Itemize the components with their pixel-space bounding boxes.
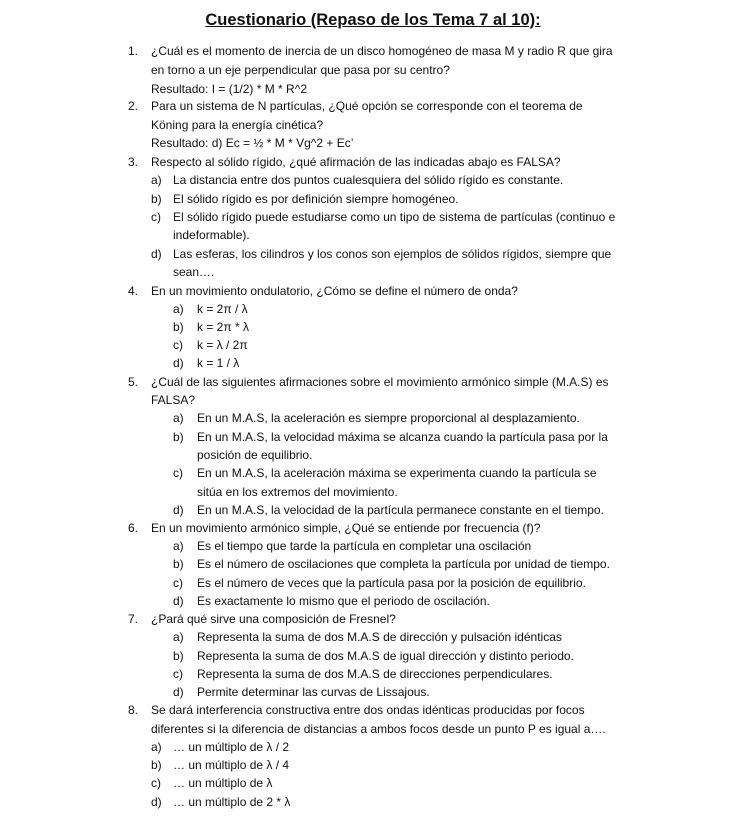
option-text: Es el número de veces que la partícula pasa por la posición de equilibrio. (197, 576, 586, 590)
option-label: a) (151, 173, 162, 187)
question-number: 7. (128, 612, 139, 626)
option-text: Representa la suma de dos M.A.S de igual dirección y distinto periodo. (197, 649, 574, 663)
option-text: En un M.A.S, la velocidad de la partícula permanece constante en el tiempo. (197, 503, 604, 517)
option-text: El sólido rígido es por definición siempre homogéneo. (173, 192, 459, 206)
option-label: b) (173, 649, 184, 663)
option-text: La distancia entre dos puntos cualesquiera del sólido rígido es constante. (173, 173, 564, 187)
option-label: d) (151, 247, 162, 261)
question-text: ¿Pará qué sirve una composición de Fresnel? (151, 612, 396, 626)
option-text: El sólido rígido puede estudiarse como un tipo de sistema de partículas (continuo e (173, 210, 616, 224)
question-text: ¿Cuál es el momento de inercia de un disco homogéneo de masa M y radio R que gira (151, 44, 613, 58)
option-label: a) (173, 539, 184, 553)
option-label: c) (173, 576, 183, 590)
option-label: d) (173, 685, 184, 699)
option-text: En un M.A.S, la aceleración máxima se experimenta cuando la partícula se (197, 466, 597, 480)
option-label: a) (173, 630, 184, 644)
question-number: 6. (128, 521, 139, 535)
option-text: Representa la suma de dos M.A.S de direcciones perpendiculares. (197, 667, 553, 681)
option-label: a) (173, 411, 184, 425)
option-text: k = 1 / λ (197, 356, 240, 370)
question-text: En un movimiento ondulatorio, ¿Cómo se define el número de onda? (151, 284, 518, 298)
option-label: c) (151, 210, 161, 224)
option-text: … un múltiplo de λ (173, 776, 273, 790)
option-label: b) (151, 192, 162, 206)
question-text: ¿Cuál de las siguientes afirmaciones sobre el movimiento armónico simple (M.A.S) es (151, 375, 609, 389)
option-text: … un múltiplo de λ / 4 (173, 758, 290, 772)
question-number: 3. (128, 155, 139, 169)
option-label: d) (151, 795, 162, 809)
question-text: En un movimiento armónico simple, ¿Qué se entiende por frecuencia (f)? (151, 521, 541, 535)
option-text: … un múltiplo de 2 * λ (173, 795, 291, 809)
answer-result: Resultado: I = (1/2) * M * R^2 (151, 82, 308, 96)
option-text: Es exactamente lo mismo que el periodo de oscilación. (197, 594, 490, 608)
option-text: … un múltiplo de λ / 2 (173, 740, 290, 754)
question-number: 2. (128, 99, 139, 113)
option-text: En un M.A.S, la velocidad máxima se alcanza cuando la partícula pasa por la (197, 430, 608, 444)
option-text: k = 2π / λ (197, 302, 248, 316)
option-text: sean…. (173, 265, 215, 279)
option-text: Es el tiempo que tarde la partícula en completar una oscilación (197, 539, 532, 553)
question-number: 8. (128, 703, 139, 717)
option-label: b) (151, 758, 162, 772)
option-label: c) (151, 776, 161, 790)
option-text: k = 2π * λ (197, 320, 249, 334)
option-text: k = λ / 2π (197, 338, 248, 352)
option-label: b) (173, 320, 184, 334)
option-label: d) (173, 594, 184, 608)
question-number: 1. (128, 44, 139, 58)
option-label: b) (173, 430, 184, 444)
question-text: Para un sistema de N partículas, ¿Qué opción se corresponde con el teorema de (151, 99, 583, 113)
option-label: d) (173, 356, 184, 370)
option-text: Las esferas, los cilindros y los conos son ejemplos de sólidos rígidos, siempre que (173, 247, 612, 261)
answer-result: Resultado: d) Ec = ½ * M * Vg^2 + Ec’ (151, 136, 354, 150)
option-label: c) (173, 667, 183, 681)
option-label: a) (173, 302, 184, 316)
question-number: 4. (128, 284, 139, 298)
option-label: c) (173, 466, 183, 480)
question-number: 5. (128, 375, 139, 389)
option-text: posición de equilibrio. (197, 448, 313, 462)
question-text: Respecto al sólido rígido, ¿qué afirmación de las indicadas abajo es FALSA? (151, 155, 561, 169)
option-text: Es el número de oscilaciones que completa la partícula por unidad de tiempo. (197, 557, 610, 571)
option-label: d) (173, 503, 184, 517)
question-text: FALSA? (151, 393, 196, 407)
option-text: sitúa en los extremos del movimiento. (197, 485, 398, 499)
question-text: diferentes si la diferencia de distancias a ambos focos desde un punto P es igual a…. (151, 722, 606, 736)
question-text: Köning para la energía cinética? (151, 118, 324, 132)
document-title: Cuestionario (Repaso de los Tema 7 al 10): (205, 11, 541, 29)
option-text: Permite determinar las curvas de Lissajous. (197, 685, 430, 699)
option-text: indeformable). (173, 228, 250, 242)
option-label: b) (173, 557, 184, 571)
question-text: en torno a un eje perpendicular que pasa por su centro? (151, 63, 450, 77)
question-text: Se dará interferencia constructiva entre dos ondas idénticas producidas por focos (151, 703, 585, 717)
option-label: a) (151, 740, 162, 754)
option-text: Representa la suma de dos M.A.S de dirección y pulsación idénticas (197, 630, 562, 644)
option-text: En un M.A.S, la aceleración es siempre proporcional al desplazamiento. (197, 411, 580, 425)
option-label: c) (173, 338, 183, 352)
